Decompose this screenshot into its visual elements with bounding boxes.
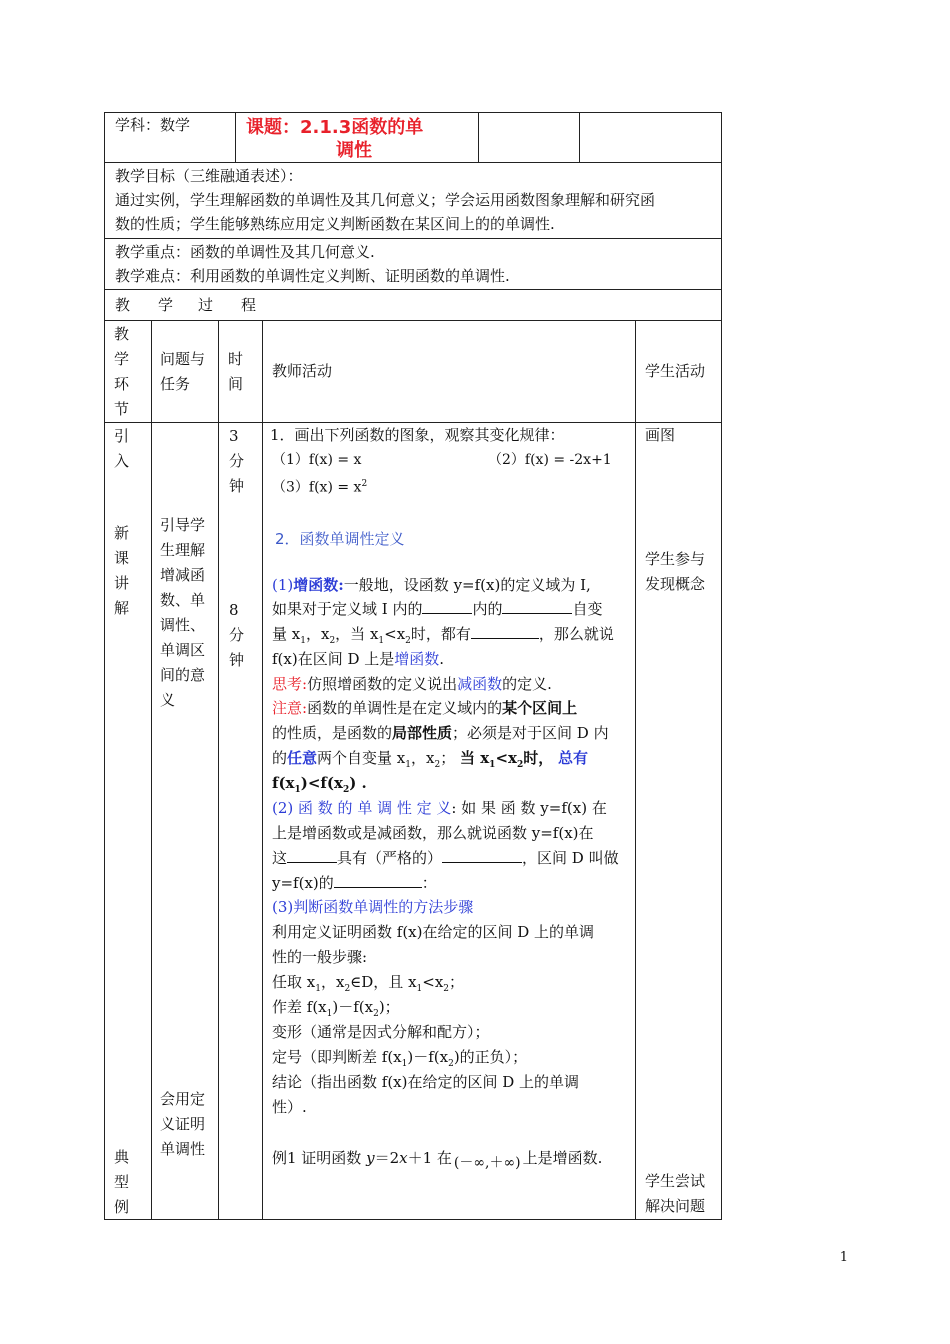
student-3a: 学生尝试	[645, 1172, 706, 1190]
section-2-title: 2．函数单调性定义	[275, 530, 405, 548]
note-line2: 的性质，是函数的局部性质；必须是对于区间 D 内	[272, 724, 609, 742]
header-time: 时 间	[228, 350, 244, 393]
student-3b: 解决问题	[645, 1197, 706, 1215]
note-line1: 注意:函数的单调性是在定义域内的某个区间上	[272, 699, 578, 717]
student-2a: 学生参与	[645, 550, 706, 568]
example-1: 例1 证明函数 y＝2x＋1 在 (－∞,＋∞) 上是增函数.	[272, 1149, 603, 1171]
step-1: 任取 $x_1$，$x_2\in D$，且 $x_1<x_2$；	[272, 973, 465, 994]
difficulty-text: 教学难点：利用函数的单调性定义判断、证明函数的单调性.	[115, 267, 510, 285]
process-heading-1: 教	[115, 296, 131, 314]
step-5b: 性）.	[272, 1098, 307, 1116]
objectives-line1: 通过实例，学生理解函数的单调性及其几何意义；学会运用函数图象理解和研究函	[115, 191, 656, 209]
focus-text: 教学重点：函数的单调性及其几何意义.	[115, 243, 375, 261]
student-2b: 发现概念	[645, 575, 706, 593]
steps-title: (3)判断函数单调性的方法步骤	[272, 898, 474, 916]
header-task: 问题与 任务	[160, 350, 206, 393]
function-2: （2）f(x) = -2x+1	[488, 452, 612, 468]
page-title-line1: 课题：2.1.3函数的单	[246, 117, 424, 138]
task-1: 引导学 生理解 增减函 数、单 调性、 单调区 间的意 义	[160, 516, 206, 709]
header-teacher: 教师活动	[272, 362, 333, 380]
definition-line4: y=f(x)的 ：	[272, 874, 437, 892]
objectives-label: 教学目标（三维融通表述）：	[115, 167, 303, 185]
task-2: 会用定 义证明 单调性	[160, 1090, 206, 1158]
definition-line2: 上是增函数或是减函数，那么就说函数 y=f(x)在	[272, 824, 594, 842]
q1-text: 1．画出下列函数的图象，观察其变化规律：	[270, 426, 565, 444]
note-line4: $f(x_1)<f(x_2)$ .	[272, 774, 367, 795]
stage-example: 典 型 例	[114, 1148, 130, 1216]
definition-line1: (2) 函 数 的 单 调 性 定 义: 如 果 函 数 y=f(x) 在	[272, 799, 607, 817]
increasing-line1: (1)增函数:一般地，设函数 y=f(x)的定义域为 I,	[272, 576, 591, 594]
objectives-line2: 数的性质；学生能够熟练应用定义判断函数在某区间上的的单调性.	[115, 215, 555, 233]
subject-label: 学科：数学	[115, 116, 191, 134]
function-1: （1）f(x) = x	[272, 452, 362, 468]
step-4: 定号（即判断差 $f(x_1)-f(x_2)$的正负）；	[272, 1048, 528, 1069]
time-1: 3 分 钟	[229, 427, 245, 495]
process-heading-4: 程	[241, 296, 257, 314]
step-3: 变形（通常是因式分解和配方）；	[272, 1023, 490, 1041]
empty-cell-2	[579, 112, 722, 163]
steps-intro-2: 性的一般步骤:	[272, 948, 368, 966]
note-line3: 的任意两个自变量 $x_1$，$x_2$； 当 $x_1<x_2$时， 总有	[272, 749, 589, 770]
body-student-cell	[635, 422, 722, 1220]
stage-new: 新 课 讲 解	[114, 524, 130, 617]
empty-cell-1	[478, 112, 580, 163]
stage-intro: 引 入	[114, 427, 130, 470]
increasing-line2: 如果对于定义域 I 内的 内的 自变	[272, 600, 603, 618]
process-heading-cell	[104, 289, 722, 321]
increasing-line4: f(x)在区间 D 上是增函数.	[272, 650, 445, 668]
process-heading-2: 学	[158, 296, 174, 314]
header-student: 学生活动	[645, 362, 706, 380]
body-time-cell	[218, 422, 263, 1220]
function-3: $(3)f(x) = x^2$	[272, 479, 368, 496]
header-stage: 教 学 环 节	[114, 325, 130, 418]
think-line: 思考:仿照增函数的定义说出减函数的定义.	[272, 675, 552, 693]
process-heading-3: 过	[198, 296, 214, 314]
time-2: 8 分 钟	[229, 601, 245, 669]
definition-line3: 这 具有（严格的） ，区间 D 叫做	[272, 849, 619, 867]
step-5a: 结论（指出函数 f(x)在给定的区间 D 上的单调	[272, 1073, 580, 1091]
student-1: 画图	[645, 426, 676, 444]
step-2: 作差 $f(x_1)-f(x_2)$；	[272, 998, 400, 1019]
page-title-line2: 调性	[336, 140, 372, 161]
steps-intro-1: 利用定义证明函数 f(x)在给定的区间 D 上的单调	[272, 923, 595, 941]
page-number: 1	[839, 1250, 848, 1265]
increasing-line3: 量 $x_1$，$x_2$，当 $x_1<x_2$时，都有 ，那么就说	[272, 625, 614, 646]
